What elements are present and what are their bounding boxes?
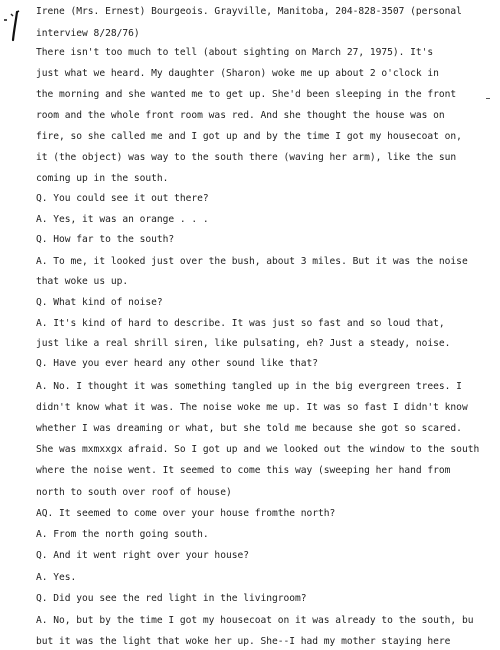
text-line: Irene (Mrs. Ernest) Bourgeois. Grayville, Manitoba, 204-828-3507 (personal [36,6,462,17]
text-line: but it was the light that woke her up. She--I had my mother staying here [36,636,451,647]
text-line: A. Yes, it was an orange . . . [36,214,209,225]
text-line: the morning and she wanted me to get up. She'd been sleeping in the front [36,89,457,100]
text-line: Q. What kind of noise? [36,297,163,308]
text-line: didn't know what it was. The noise woke me up. It was so fast I didn't know [36,402,468,413]
text-line: A. Yes. [36,572,77,583]
text-line: it (the object) was way to the south there (waving her arm), like the sun [36,152,457,163]
text-line: interview 8/28/76) [36,28,140,39]
handwritten-margin-mark [2,8,24,42]
text-line: Q. Have you ever heard any other sound like that? [36,358,319,369]
text-line: that woke us up. [36,276,129,287]
text-line: A. No. I thought it was something tangled up in the big evergreen trees. I [36,381,462,392]
text-line: A. To me, it looked just over the bush, about 3 miles. But it was the noise [36,256,468,267]
text-line: just like a real shrill siren, like pulsating, eh? Just a steady, noise. [36,338,451,349]
text-line: room and the whole front room was red. And she thought the house was on [36,110,445,121]
text-line: Q. Did you see the red light in the livingroom? [36,593,307,604]
margin-dash [486,98,490,99]
text-line: Q. How far to the south? [36,234,175,245]
text-line: just what we heard. My daughter (Sharon) woke me up about 2 o'clock in [36,68,439,79]
text-line: She was mxmxxgx afraid. So I got up and we looked out the window to the south [36,444,480,455]
text-line: There isn't too much to tell (about sighting on March 27, 1975). It's [36,47,434,58]
text-line: AQ. It seemed to come over your house fromthe north? [36,508,336,519]
text-line: coming up in the south. [36,173,169,184]
text-line: north to south over roof of house) [36,487,232,498]
text-line: Q. You could see it out there? [36,193,209,204]
text-line: where the noise went. It seemed to come this way (sweeping her hand from [36,465,451,476]
text-line: A. No, but by the time I got my housecoat on it was already to the south, bu [36,615,474,626]
text-line: A. From the north going south. [36,529,209,540]
text-line: whether I was dreaming or what, but she told me because she got so scared. [36,423,462,434]
text-line: Q. And it went right over your house? [36,550,249,561]
text-line: fire, so she called me and I got up and by the time I got my housecoat on, [36,131,462,142]
text-line: A. It's kind of hard to describe. It was just so fast and so loud that, [36,318,445,329]
